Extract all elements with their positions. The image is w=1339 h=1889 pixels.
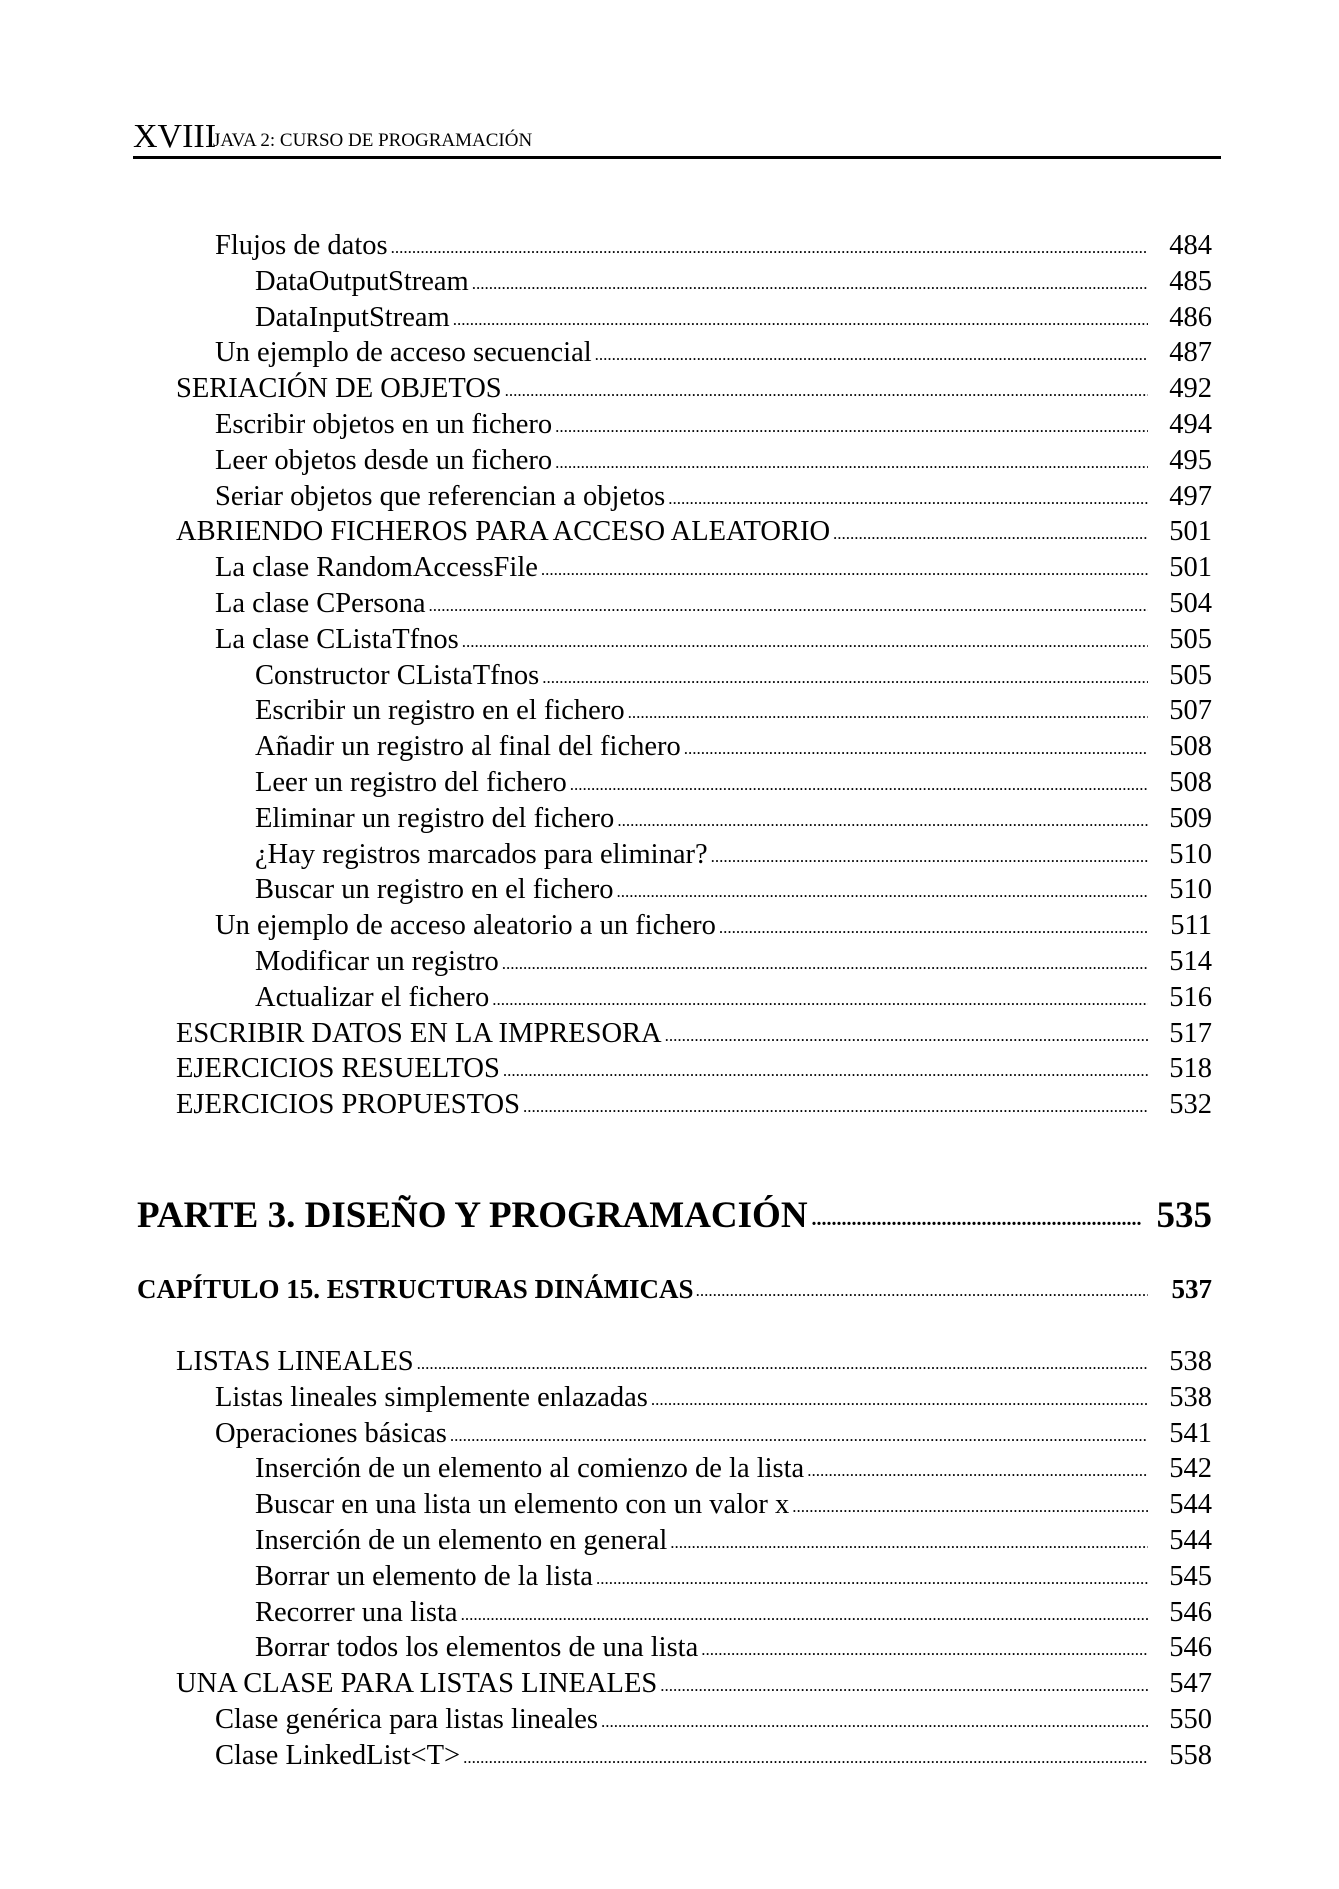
toc-entry-title: Recorrer una lista xyxy=(255,1596,458,1628)
dot-leader xyxy=(555,417,1148,442)
toc-entry-page-number: 518 xyxy=(1169,1053,1212,1085)
dot-leader xyxy=(450,1426,1148,1451)
dot-leader xyxy=(628,703,1148,728)
toc-entry-page-number: 487 xyxy=(1169,337,1212,369)
toc-entry-page-number: 541 xyxy=(1169,1417,1212,1449)
toc-entry xyxy=(255,764,1212,800)
toc-entry xyxy=(215,227,1212,263)
toc-entry-title: Escribir objetos en un fichero xyxy=(215,409,553,440)
dot-leader xyxy=(617,882,1149,907)
toc-entry xyxy=(255,871,1212,907)
toc-entry xyxy=(215,1379,1212,1415)
toc-entry-page-number: 508 xyxy=(1169,767,1212,798)
toc-entry xyxy=(215,1701,1212,1737)
toc-entry xyxy=(215,549,1212,585)
toc-entry-title: Borrar un elemento de la lista xyxy=(255,1560,593,1592)
dot-leader xyxy=(461,1605,1148,1630)
dot-leader xyxy=(792,1497,1148,1522)
toc-entry-page-number: 486 xyxy=(1169,301,1212,333)
toc-entry-title: Buscar un registro en el fichero xyxy=(255,874,614,906)
toc-entry-page-number: 538 xyxy=(1169,1346,1212,1377)
toc-entry-page-number: 544 xyxy=(1169,1489,1212,1521)
dot-leader xyxy=(719,918,1148,943)
dot-leader xyxy=(595,345,1148,370)
toc-entry-title: Eliminar un registro del fichero xyxy=(255,802,615,834)
dot-leader xyxy=(429,596,1148,621)
toc-entry-title: Un ejemplo de acceso secuencial xyxy=(215,337,592,369)
running-header xyxy=(133,118,1221,159)
toc-entry-page-number: 485 xyxy=(1169,265,1212,297)
dot-leader xyxy=(542,668,1148,693)
toc-entry xyxy=(176,1050,1212,1086)
toc-entry xyxy=(255,299,1212,335)
toc-entry-title: Escribir un registro en el fichero xyxy=(255,695,625,727)
toc-entry xyxy=(255,692,1212,728)
toc-entry-title: Listas lineales simplemente enlazadas xyxy=(215,1381,648,1413)
part-page-number: 535 xyxy=(1156,1195,1212,1236)
toc-entry-title: Flujos de datos xyxy=(215,230,388,261)
toc-entry-title: Seriar objetos que referencian a objetos xyxy=(215,480,666,512)
toc-entry xyxy=(215,478,1212,514)
toc-entry-page-number: 514 xyxy=(1169,946,1212,977)
toc-entry-page-number: 505 xyxy=(1169,659,1212,691)
dot-leader xyxy=(505,381,1148,406)
toc-entry xyxy=(255,1486,1212,1522)
toc-entry-page-number: 550 xyxy=(1169,1704,1212,1735)
toc-entry xyxy=(215,585,1212,621)
toc-entry-title: EJERCICIOS RESUELTOS xyxy=(176,1053,500,1085)
toc-entry-title: EJERCICIOS PROPUESTOS xyxy=(176,1089,520,1121)
dot-leader xyxy=(670,1533,1148,1558)
toc-entry xyxy=(215,406,1212,442)
dot-leader xyxy=(807,1461,1148,1486)
toc-entry-title: Clase LinkedList<T> xyxy=(215,1739,461,1771)
toc-entry xyxy=(215,907,1212,943)
toc-entry-page-number: 511 xyxy=(1170,910,1212,942)
toc-entry-page-number: 509 xyxy=(1169,802,1212,834)
toc-entry-page-number: 495 xyxy=(1169,444,1212,476)
toc-entry-title: DataInputStream xyxy=(255,301,450,333)
toc-entry xyxy=(255,1522,1212,1558)
toc-entry xyxy=(255,263,1212,299)
toc-entry xyxy=(176,1086,1212,1122)
toc-entry-title: Clase genérica para listas lineales xyxy=(215,1704,598,1735)
toc-entry-page-number: 545 xyxy=(1169,1560,1212,1592)
toc-entry-title: La clase CListaTfnos xyxy=(215,623,459,655)
toc-entry-page-number: 501 xyxy=(1169,552,1212,584)
dot-leader xyxy=(833,524,1148,549)
toc-entry-page-number: 532 xyxy=(1169,1089,1212,1121)
dot-leader xyxy=(463,1748,1148,1773)
toc-entry-page-number: 504 xyxy=(1169,588,1212,619)
dot-leader xyxy=(391,238,1148,263)
toc-entry-page-number: 517 xyxy=(1169,1017,1212,1049)
toc-entry xyxy=(176,1015,1212,1051)
toc-entry-title: Añadir un registro al final del fichero xyxy=(255,731,681,763)
toc-entry-title: La clase RandomAccessFile xyxy=(215,552,538,584)
toc-entry xyxy=(215,1737,1212,1773)
part-heading xyxy=(137,1190,1212,1238)
toc-entry xyxy=(255,979,1212,1015)
dot-leader xyxy=(472,274,1148,299)
toc-entry-title: La clase CPersona xyxy=(215,588,426,619)
toc-entry xyxy=(255,943,1212,979)
toc-entry xyxy=(255,1450,1212,1486)
part-label: PARTE 3. DISEÑO Y PROGRAMACIÓN xyxy=(137,1195,808,1236)
toc-entry xyxy=(215,334,1212,370)
toc-entry-title: Leer un registro del fichero xyxy=(255,767,567,798)
toc-entry-title: ESCRIBIR DATOS EN LA IMPRESORA xyxy=(176,1017,662,1049)
dot-leader xyxy=(453,310,1148,335)
toc-entry-title: Inserción de un elemento en general xyxy=(255,1525,668,1556)
toc-entry xyxy=(255,1629,1212,1665)
chapter-page-number: 537 xyxy=(1171,1274,1212,1304)
page-folio: XVIII xyxy=(133,118,217,155)
chapter-label: CAPÍTULO 15. ESTRUCTURAS DINÁMICAS xyxy=(137,1274,694,1304)
toc-entry xyxy=(176,513,1212,549)
toc-entry-title: DataOutputStream xyxy=(255,265,469,297)
dot-leader xyxy=(417,1354,1148,1379)
dot-leader xyxy=(601,1712,1148,1737)
toc-entry-page-number: 505 xyxy=(1169,623,1212,655)
dot-leader xyxy=(696,1281,1148,1306)
dot-leader xyxy=(660,1676,1148,1701)
toc-entry-title: Leer objetos desde un fichero xyxy=(215,444,553,476)
toc-entry-page-number: 516 xyxy=(1169,981,1212,1013)
toc-entry-page-number: 497 xyxy=(1169,480,1212,512)
toc-entry-title: ABRIENDO FICHEROS PARA ACCESO ALEATORIO xyxy=(176,516,831,548)
chapter-heading xyxy=(137,1268,1212,1306)
dot-leader xyxy=(492,990,1148,1015)
toc-entry-page-number: 538 xyxy=(1169,1381,1212,1413)
toc-entry-page-number: 558 xyxy=(1169,1739,1212,1771)
toc-entry-title: Buscar en una lista un elemento con un valor x xyxy=(255,1489,790,1521)
toc-entry xyxy=(255,800,1212,836)
toc-entry-title: UNA CLASE PARA LISTAS LINEALES xyxy=(176,1668,658,1700)
toc-entry-title: SERIACIÓN DE OBJETOS xyxy=(176,373,502,405)
dot-leader xyxy=(812,1208,1142,1238)
toc-entry-page-number: 544 xyxy=(1169,1525,1212,1556)
dot-leader xyxy=(570,775,1148,800)
toc-entry xyxy=(255,836,1212,872)
toc-entry xyxy=(176,1343,1212,1379)
toc-entry-page-number: 542 xyxy=(1169,1453,1212,1485)
dot-leader xyxy=(711,847,1148,872)
dot-leader xyxy=(596,1569,1148,1594)
toc-entry xyxy=(215,621,1212,657)
toc-entry-title: Un ejemplo de acceso aleatorio a un fichero xyxy=(215,910,716,942)
dot-leader xyxy=(462,632,1148,657)
dot-leader xyxy=(555,453,1148,478)
dot-leader xyxy=(502,954,1148,979)
toc-entry-title: ¿Hay registros marcados para eliminar? xyxy=(255,838,708,870)
toc-entry xyxy=(176,370,1212,406)
dot-leader xyxy=(503,1061,1148,1086)
dot-leader xyxy=(665,1026,1148,1051)
toc-entry-title: Inserción de un elemento al comienzo de la lista xyxy=(255,1453,805,1485)
toc-entry-page-number: 484 xyxy=(1169,230,1212,261)
dot-leader xyxy=(523,1097,1148,1122)
toc-entry xyxy=(255,1558,1212,1594)
toc-entry-page-number: 492 xyxy=(1169,373,1212,405)
toc-entry-title: Borrar todos los elementos de una lista xyxy=(255,1632,699,1664)
toc-entry xyxy=(255,728,1212,764)
toc-entry xyxy=(176,1665,1212,1701)
toc-entry-page-number: 546 xyxy=(1169,1596,1212,1628)
dot-leader xyxy=(701,1640,1148,1665)
dot-leader xyxy=(668,489,1148,514)
toc-entry-title: Constructor CListaTfnos xyxy=(255,659,540,691)
toc-entry-title: Actualizar el fichero xyxy=(255,981,490,1013)
toc-entry-page-number: 494 xyxy=(1169,409,1212,440)
toc-entry-page-number: 546 xyxy=(1169,1632,1212,1664)
toc-entry xyxy=(255,1594,1212,1630)
dot-leader xyxy=(541,560,1148,585)
toc-entry xyxy=(215,442,1212,478)
toc-entry-page-number: 507 xyxy=(1169,695,1212,727)
book-title: JAVA 2: CURSO DE PROGRAMACIÓN xyxy=(213,130,533,151)
dot-leader xyxy=(651,1390,1148,1415)
toc-entry-page-number: 510 xyxy=(1169,874,1212,906)
toc-entry xyxy=(255,657,1212,693)
toc-entry-title: LISTAS LINEALES xyxy=(176,1346,414,1377)
toc-entry-title: Modificar un registro xyxy=(255,946,499,977)
toc-entry-page-number: 547 xyxy=(1169,1668,1212,1700)
toc-entry-title: Operaciones básicas xyxy=(215,1417,447,1449)
dot-leader xyxy=(684,739,1148,764)
toc-entry-page-number: 501 xyxy=(1169,516,1212,548)
toc-entry-page-number: 510 xyxy=(1169,838,1212,870)
toc-entry-page-number: 508 xyxy=(1169,731,1212,763)
toc-entry xyxy=(215,1415,1212,1451)
dot-leader xyxy=(617,811,1148,836)
